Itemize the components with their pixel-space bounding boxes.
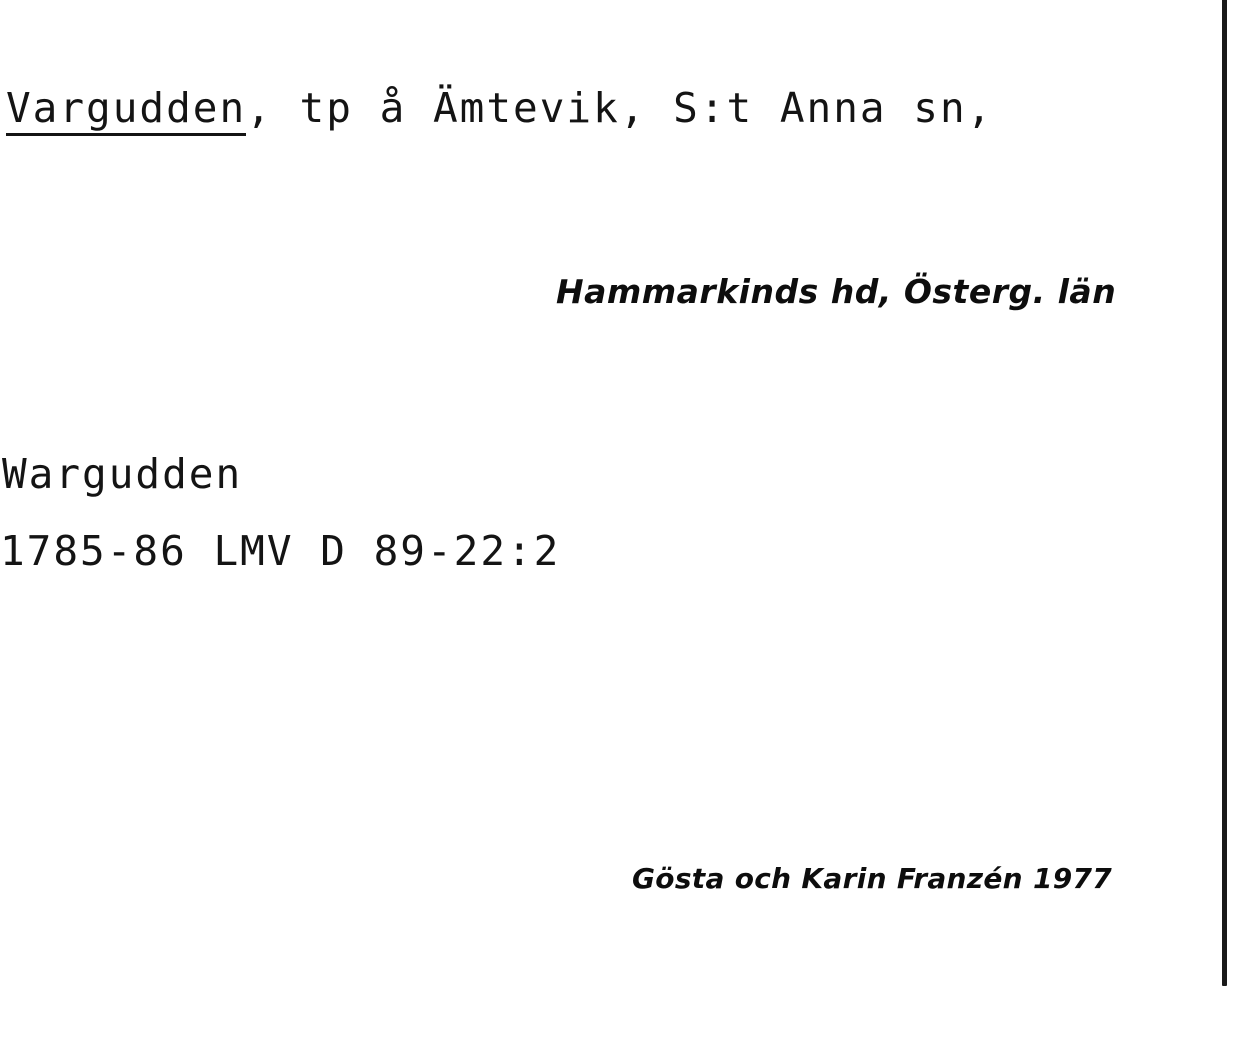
credit-line: Gösta och Karin Franzén 1977 (632, 862, 1113, 895)
page-edge-line-icon (1222, 0, 1227, 986)
district-line: Hammarkinds hd, Österg. län (556, 272, 1117, 311)
headword-line (6, 84, 993, 132)
source-reference-line: 1785-86 LMV D 89-22:2 (0, 527, 561, 575)
headword-suffix: , tp å Ämtevik, S:t Anna sn, (246, 84, 994, 132)
headword: Vargudden (6, 84, 246, 136)
alt-name-line: Wargudden (2, 450, 243, 498)
